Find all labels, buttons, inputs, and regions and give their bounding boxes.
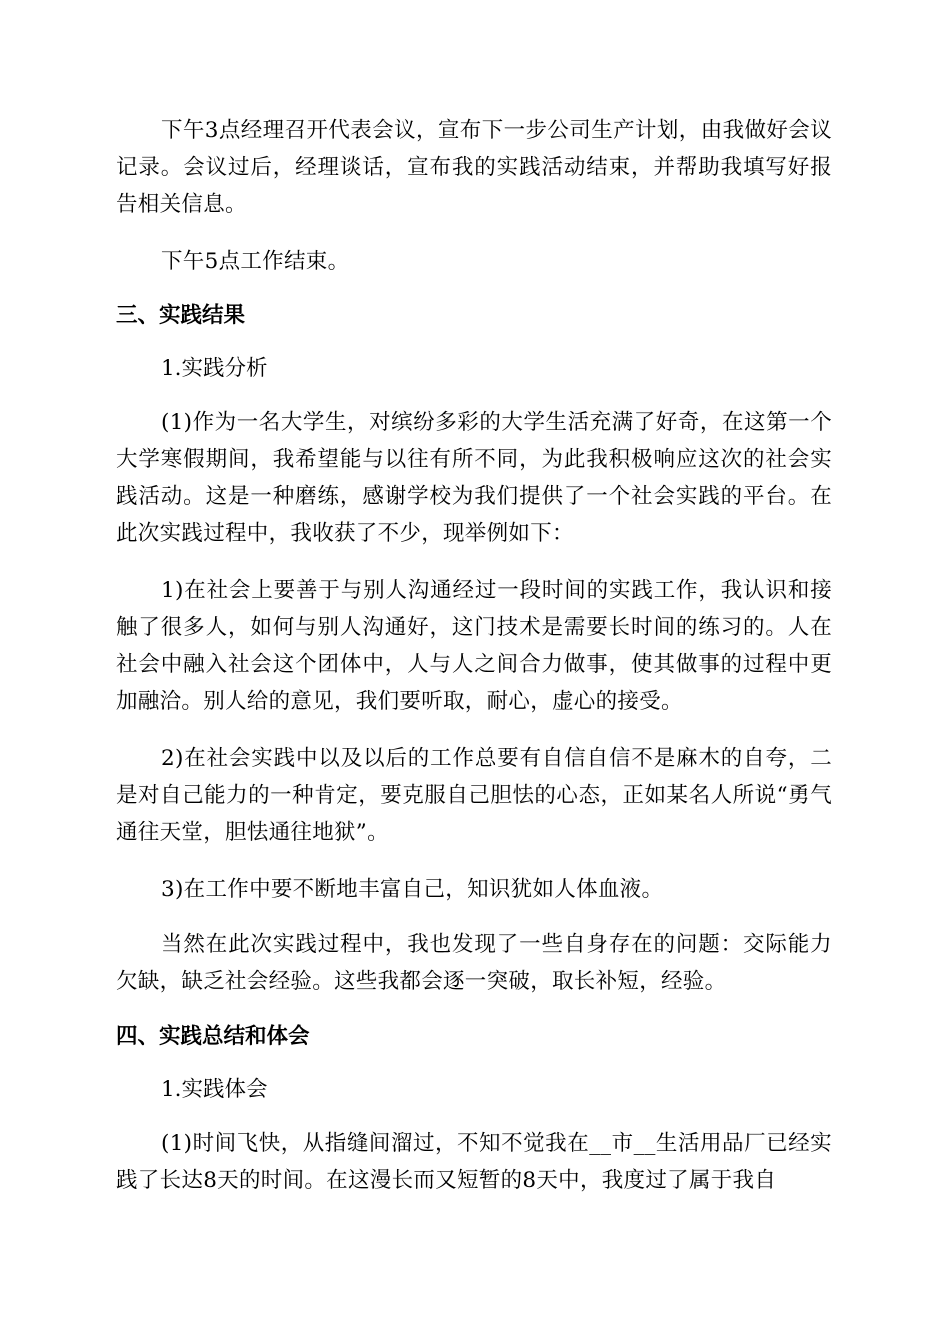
- paragraph-analysis-1: (1)作为一名大学生，对缤纷多彩的大学生活充满了好奇，在这第一个大学寒假期间，我希望能与以往有所不同，为此我积极响应这次的社会实践活动。这是一种磨练，感谢学校为我们提供了一个社会实践的平台。在此次实践过程中，我收获了不少，现举例如下：: [116, 410, 832, 546]
- subheading-analysis: 1.实践分析: [161, 356, 268, 381]
- paragraph-experience-1: (1)时间飞快，从指缝间溜过，不知不觉我在__市__生活用品厂已经实践了长达8天的时间。在这漫长而又短暂的8天中，我度过了属于我自: [116, 1131, 832, 1193]
- paragraph-enrich: 3)在工作中要不断地丰富自己，知识犹如人体血液。: [161, 877, 664, 902]
- section-heading-results: 三、实践结果: [116, 303, 246, 328]
- subheading-experience: 1.实践体会: [161, 1077, 268, 1102]
- paragraph-communication: 1)在社会上要善于与别人沟通经过一段时间的实践工作，我认识和接触了很多人，如何与别人沟通好，这门技术是需要长时间的练习的。人在社会中融入社会这个团体中，人与人之间合力做事，使其做事的过程中更加融洽。别人给的意见，我们要听取，耐心，虚心的接受。: [116, 578, 832, 714]
- section-heading-summary: 四、实践总结和体会: [116, 1024, 310, 1049]
- paragraph-confidence: 2)在社会实践中以及以后的工作总要有自信自信不是麻木的自夸，二是对自己能力的一种肯定，要克服自己胆怯的心态，正如某名人所说“勇气通往天堂，胆怯通往地狱”。: [116, 746, 832, 845]
- paragraph-problems: 当然在此次实践过程中，我也发现了一些自身存在的问题：交际能力欠缺，缺乏社会经验。这些我都会逐一突破，取长补短，经验。: [116, 932, 832, 994]
- paragraph-work-end: 下午5点工作结束。: [161, 249, 350, 274]
- paragraph-meeting: 下午3点经理召开代表会议，宣布下一步公司生产计划，由我做好会议记录。会议过后，经理谈话，宣布我的实践活动结束，并帮助我填写好报告相关信息。: [116, 118, 832, 217]
